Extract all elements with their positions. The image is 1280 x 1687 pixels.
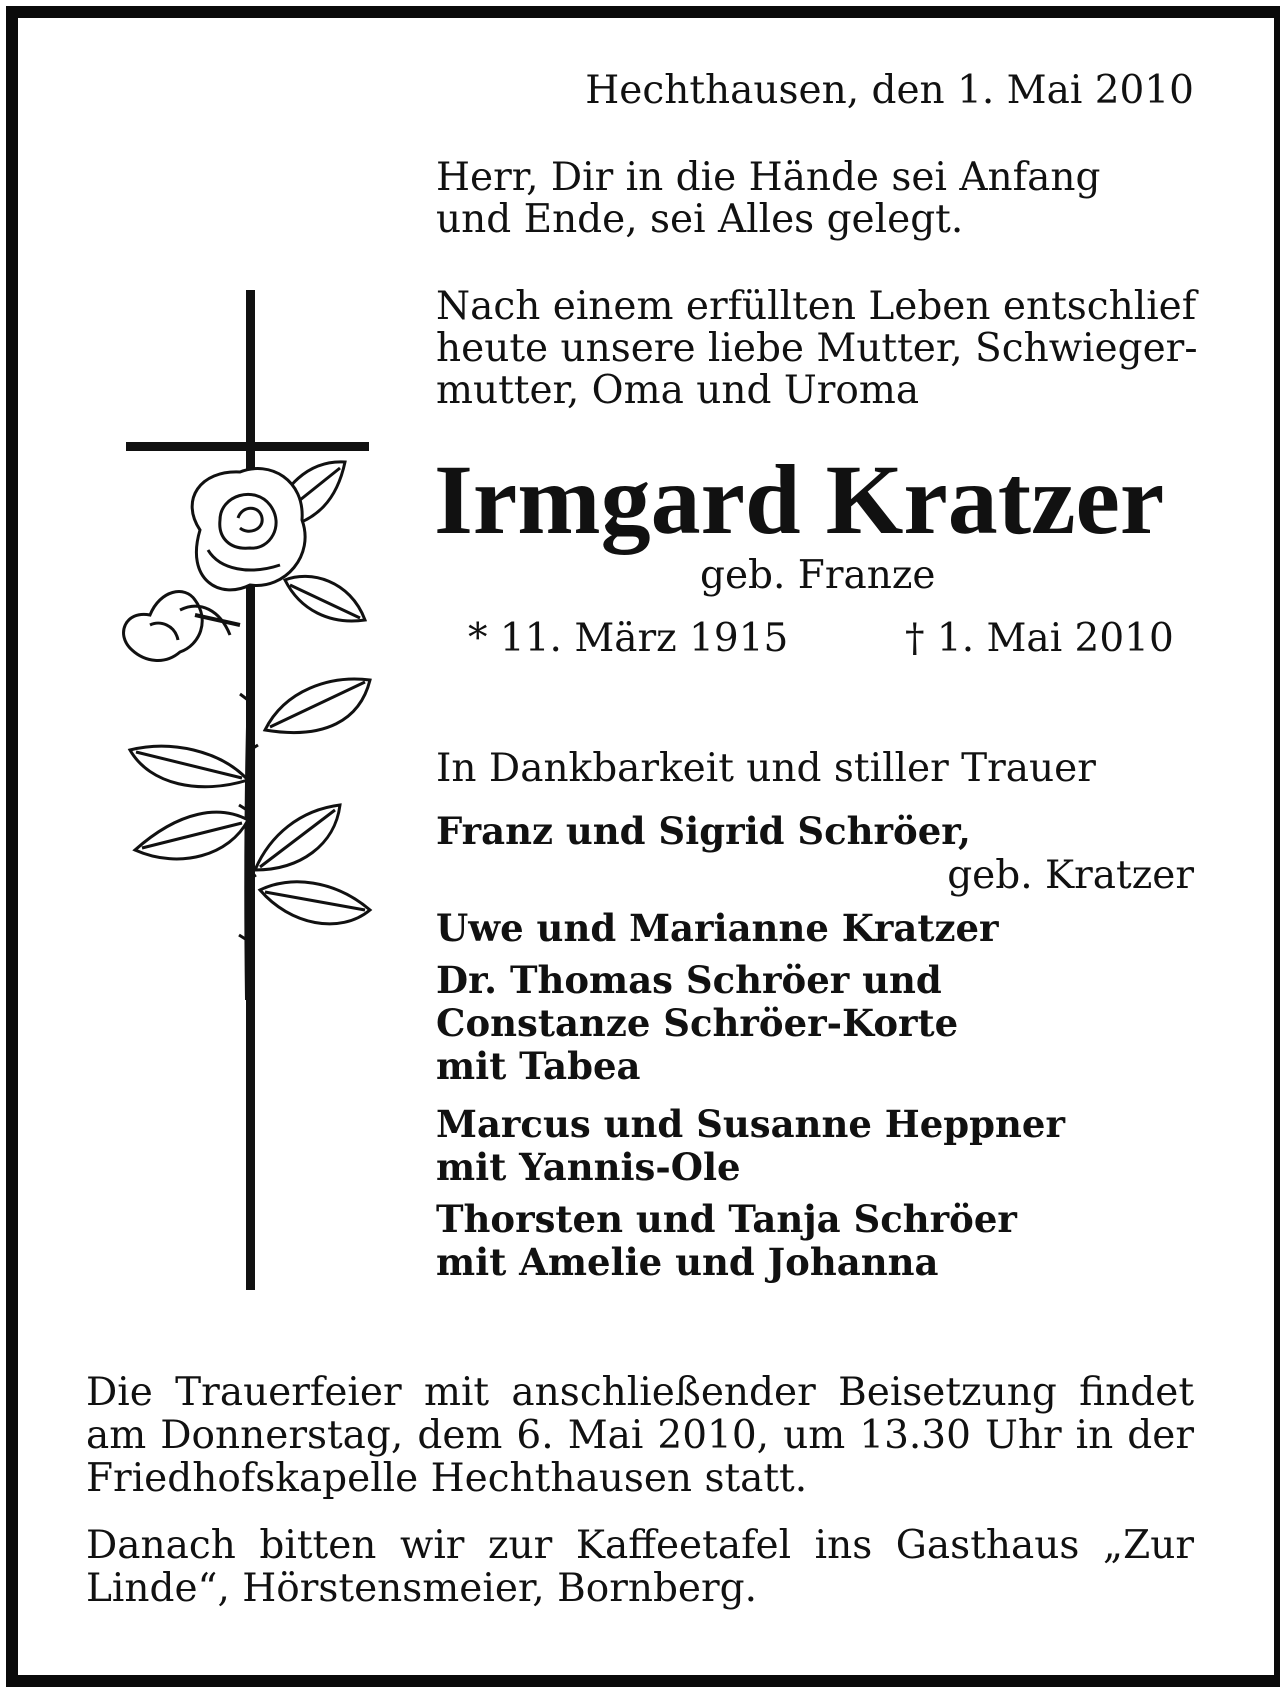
deceased-name: Irmgard Kratzer xyxy=(434,444,1165,555)
mourners-intro: In Dankbarkeit und stiller Trauer xyxy=(436,746,1096,791)
verse-line-1: Herr, Dir in die Hände sei Anfang xyxy=(436,155,1101,200)
birth-date: * 11. März 1915 xyxy=(468,616,789,661)
mourner-line-5: mit Tabea xyxy=(436,1044,641,1088)
intro-line-1: Nach einem erfüllten Leben entschlief xyxy=(436,284,1197,329)
cross-rose-graphic xyxy=(70,280,390,1290)
mourner-line-1: Franz und Sigrid Schröer, xyxy=(436,809,971,853)
mourner-line-9: mit Amelie und Johanna xyxy=(436,1240,939,1284)
mourner-line-8: Thorsten und Tanja Schröer xyxy=(436,1197,1017,1241)
funeral-line-1: Die Trauerfeier mit anschließender Beisetzung findet xyxy=(86,1370,1194,1415)
mourner-line-2: Uwe und Marianne Kratzer xyxy=(436,906,999,950)
mourner-line-6: Marcus und Susanne Heppner xyxy=(436,1102,1065,1146)
mourner-line-7: mit Yannis-Ole xyxy=(436,1145,741,1189)
mourner-line-3: Dr. Thomas Schröer und xyxy=(436,958,942,1002)
reception-line-2: Linde“, Hörstensmeier, Bornberg. xyxy=(86,1566,758,1611)
verse-line-2: und Ende, sei Alles gelegt. xyxy=(436,197,964,242)
funeral-line-2: am Donnerstag, dem 6. Mai 2010, um 13.30 Uhr in der xyxy=(86,1413,1194,1458)
mourner-line-1-suffix: geb. Kratzer xyxy=(947,853,1194,898)
mourner-line-4: Constanze Schröer-Korte xyxy=(436,1001,959,1045)
death-date: † 1. Mai 2010 xyxy=(905,616,1174,661)
rose-icon xyxy=(124,462,370,1000)
maiden-name: geb. Franze xyxy=(700,553,936,598)
intro-line-2: heute unsere liebe Mutter, Schwieger- xyxy=(436,326,1198,371)
reception-line-1: Danach bitten wir zur Kaffeetafel ins Gasthaus „Zur xyxy=(86,1523,1194,1568)
intro-line-3: mutter, Oma und Uroma xyxy=(436,368,920,413)
place-date: Hechthausen, den 1. Mai 2010 xyxy=(585,68,1194,113)
funeral-line-3: Friedhofskapelle Hechthausen statt. xyxy=(86,1456,808,1501)
